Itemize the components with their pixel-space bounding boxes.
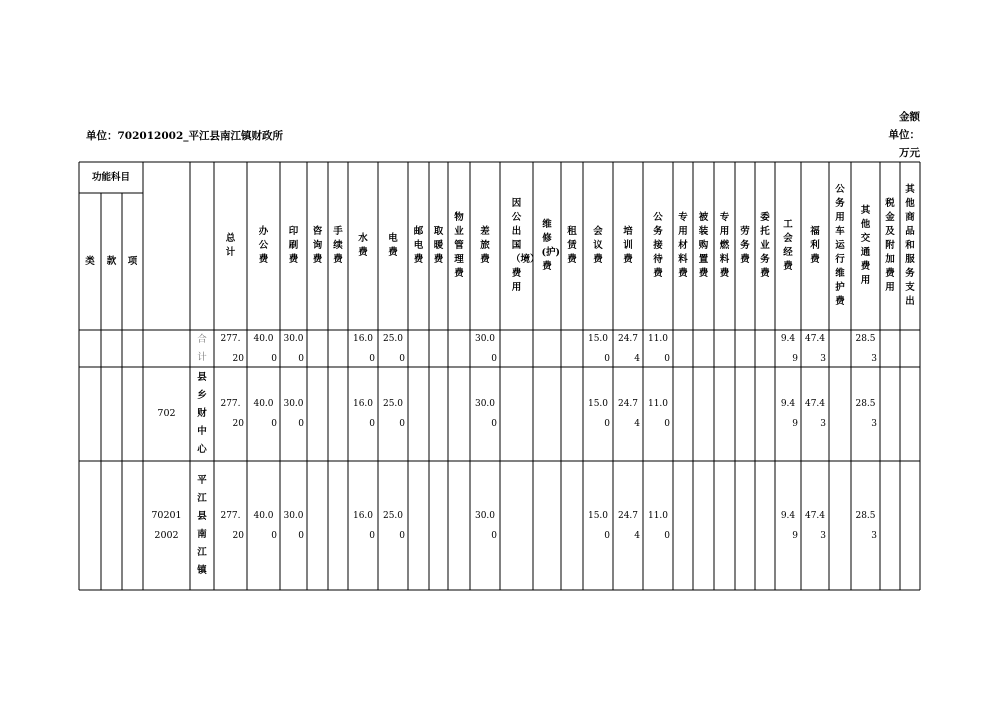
row-1-code [143, 367, 190, 461]
header-travel-label: 差旅费 [480, 226, 490, 265]
row-1-water [348, 367, 378, 461]
row-0-transport-value [854, 329, 877, 369]
row-1-office-part-0: 40.0 [253, 399, 274, 409]
row-2-rent [561, 461, 583, 590]
row-1-post [408, 367, 429, 461]
header-fee [328, 162, 348, 330]
header-name [190, 162, 214, 330]
header-reception [643, 162, 673, 330]
row-2-travel [470, 461, 500, 590]
row-2-welfare [801, 461, 829, 590]
row-2-uniform [693, 461, 714, 590]
header-meeting-label: 会议费 [593, 226, 603, 265]
row-0-union-part-1: 9 [792, 353, 798, 364]
row-2-xiang [122, 461, 143, 590]
row-0-other [900, 330, 920, 367]
row-0-travel-part-1: 0 [491, 353, 497, 364]
row-1-electric-value [381, 394, 405, 434]
row-2-vehicle [829, 461, 851, 590]
row-2-training-value [616, 506, 640, 546]
header-union [775, 162, 801, 330]
row-2-reception [643, 461, 673, 590]
row-2-name [190, 461, 214, 590]
row-1-electric-part-1: 0 [399, 419, 405, 429]
row-2-kuan [101, 461, 122, 590]
row-2-transport-part-0: 28.5 [855, 510, 876, 521]
row-0-total [214, 330, 247, 367]
header-uniform-label: 被装购置费 [698, 212, 709, 279]
row-1-lei [79, 367, 101, 461]
header-fuel [714, 162, 735, 330]
header-xiang-label: 项 [127, 255, 138, 267]
row-0-electric [378, 330, 408, 367]
row-2-transport [851, 461, 880, 590]
header-vehicle-label: 公务用车运行维护费 [835, 184, 845, 307]
row-0-material [673, 330, 693, 367]
row-1-union-part-1: 9 [792, 419, 798, 429]
amount-unit-line-1: 金额 [899, 111, 920, 123]
row-2-reception-value [646, 506, 670, 546]
amount-unit-line-2: 单位： [888, 129, 920, 141]
row-0-property [448, 330, 470, 367]
unit-label: 单位：702012002_平江县南江镇财政所 [86, 130, 284, 142]
header-material-label: 专用材料费 [678, 212, 688, 279]
row-1-fuel [714, 367, 735, 461]
header-post-label: 邮电费 [413, 226, 424, 265]
row-0-transport-part-1: 3 [871, 353, 877, 364]
row-1-office-part-1: 0 [271, 419, 277, 429]
row-2-reception-part-1: 0 [664, 530, 670, 541]
row-1-welfare [801, 367, 829, 461]
row-2-meeting [583, 461, 613, 590]
row-0-print-part-1: 0 [298, 353, 304, 364]
row-2-meeting-value [586, 506, 610, 546]
row-0-rent [561, 330, 583, 367]
row-2-travel-value [473, 506, 497, 546]
row-2-water-value [351, 506, 375, 546]
row-0-welfare-part-0: 47.4 [804, 333, 826, 344]
row-0-lei [79, 330, 101, 367]
row-1-total [214, 367, 247, 461]
header-labor [735, 162, 755, 330]
row-0-reception-value [646, 329, 670, 369]
row-1-meeting-value [586, 394, 610, 434]
header-labor-label: 劳务费 [740, 226, 750, 265]
row-1-meeting [583, 367, 613, 461]
header-material [673, 162, 693, 330]
row-1-abroad [500, 367, 533, 461]
header-abroad-label: 因公出国（境）费用 [511, 198, 540, 293]
row-1-training-part-0: 24.7 [617, 399, 639, 409]
row-1-transport [851, 367, 880, 461]
row-2-labor [735, 461, 755, 590]
row-1-electric-part-0: 25.0 [382, 399, 404, 409]
row-1-welfare-part-1: 3 [820, 419, 826, 429]
header-repair [533, 162, 561, 330]
header-abroad [500, 162, 540, 330]
row-2-training [613, 461, 643, 590]
row-2-electric-part-1: 0 [399, 530, 405, 541]
row-0-name [190, 330, 214, 367]
row-0-name-text: 合计 [197, 333, 207, 363]
row-2-welfare-part-1: 3 [820, 530, 826, 541]
row-1-tax [880, 367, 900, 461]
row-0-vehicle [829, 330, 851, 367]
row-2-office-part-1: 0 [271, 530, 277, 541]
row-1-total-part-0: 277. [220, 399, 241, 409]
row-0-welfare [801, 330, 829, 367]
header-lei [79, 193, 101, 330]
header-tax [880, 162, 900, 330]
row-2-electric-value [381, 506, 405, 546]
row-0-labor [735, 330, 755, 367]
row-1-uniform [693, 367, 714, 461]
row-2-tax [880, 461, 900, 590]
row-1-water-value [351, 394, 375, 434]
row-2-water [348, 461, 378, 590]
row-2-welfare-value [804, 506, 826, 546]
row-1-travel-value [473, 394, 497, 434]
header-vehicle [829, 162, 851, 330]
row-1-union-value [778, 394, 798, 434]
row-2-print-part-0: 30.0 [283, 510, 304, 521]
row-0-xiang [122, 330, 143, 367]
header-training [613, 162, 643, 330]
row-1-reception [643, 367, 673, 461]
row-0-post [408, 330, 429, 367]
header-consult [307, 162, 328, 330]
header-heating-label: 取暖费 [433, 226, 444, 265]
row-1-water-part-1: 0 [369, 419, 375, 429]
row-1-commission [755, 367, 775, 461]
row-2-lei [79, 461, 101, 590]
row-0-meeting-part-0: 15.0 [587, 333, 609, 344]
header-travel [470, 162, 500, 330]
row-2-meeting-part-1: 0 [604, 530, 610, 541]
row-1-other [900, 367, 920, 461]
header-reception-label: 公务接待费 [653, 212, 663, 279]
row-0-water-value [351, 329, 375, 369]
row-2-commission [755, 461, 775, 590]
row-0-commission [755, 330, 775, 367]
row-1-electric [378, 367, 408, 461]
row-0-total-part-0: 277. [220, 333, 241, 344]
row-1-union-part-0: 9.4 [780, 399, 796, 409]
header-property [448, 162, 470, 330]
header-kuan [101, 193, 122, 330]
header-electric-label: 电费 [388, 233, 398, 258]
header-func-group-label: 功能科目 [91, 171, 130, 183]
row-1-total-value [217, 394, 244, 434]
row-0-reception [643, 330, 673, 367]
row-1-name-text: 县乡财中心 [197, 372, 207, 455]
row-0-total-part-1: 20 [232, 353, 244, 364]
row-1-print-part-0: 30.0 [283, 399, 304, 409]
row-0-heating [429, 330, 448, 367]
row-1-fee [328, 367, 348, 461]
row-2-repair [533, 461, 561, 590]
row-0-print-value [283, 329, 304, 369]
row-2-code [143, 461, 190, 590]
row-0-meeting-value [586, 329, 610, 369]
row-0-welfare-value [804, 329, 826, 369]
row-0-office [247, 330, 280, 367]
row-2-office-part-0: 40.0 [253, 510, 274, 521]
row-0-reception-part-1: 0 [664, 353, 670, 364]
row-0-meeting [583, 330, 613, 367]
row-2-reception-part-0: 11.0 [647, 510, 669, 521]
row-2-training-part-0: 24.7 [617, 510, 639, 521]
row-0-travel-value [473, 329, 497, 369]
row-1-training [613, 367, 643, 461]
row-2-water-part-0: 16.0 [352, 510, 374, 521]
row-1-welfare-part-0: 47.4 [804, 399, 826, 409]
row-0-training-part-1: 4 [634, 353, 640, 364]
row-2-property [448, 461, 470, 590]
row-2-print-value [283, 506, 304, 546]
header-union-label: 工会经费 [783, 219, 793, 272]
header-training-label: 培训费 [623, 226, 633, 265]
row-0-abroad [500, 330, 533, 367]
header-print-label: 印刷费 [288, 226, 299, 265]
row-1-welfare-value [804, 394, 826, 434]
header-tax-label: 税金及附加费用 [885, 198, 895, 293]
row-1-reception-part-0: 11.0 [647, 399, 669, 409]
row-1-travel-part-0: 30.0 [474, 399, 496, 409]
row-1-training-value [616, 394, 640, 434]
row-0-reception-part-0: 11.0 [647, 333, 669, 344]
header-office [247, 162, 280, 330]
header-water-label: 水费 [358, 233, 368, 258]
header-commission [755, 162, 775, 330]
row-1-office-value [250, 394, 277, 434]
row-2-code-text: 702012002 [151, 509, 182, 541]
header-transport-label: 其他交通费用 [860, 205, 871, 286]
header-property-label: 物业管理费 [454, 212, 464, 279]
row-0-electric-part-0: 25.0 [382, 333, 404, 344]
row-0-fee [328, 330, 348, 367]
header-total-label: 总计 [225, 233, 236, 258]
row-2-union-part-0: 9.4 [780, 510, 796, 521]
row-1-labor [735, 367, 755, 461]
header-commission-label: 委托业务费 [760, 212, 770, 279]
row-0-office-part-1: 0 [271, 353, 277, 364]
header-print [280, 162, 307, 330]
row-0-training [613, 330, 643, 367]
row-2-other [900, 461, 920, 590]
header-kuan-label: 款 [106, 255, 117, 267]
row-2-union-part-1: 9 [792, 530, 798, 541]
row-0-water-part-0: 16.0 [352, 333, 374, 344]
row-2-transport-value [854, 506, 877, 546]
row-0-print [280, 330, 307, 367]
row-0-transport [851, 330, 880, 367]
header-post [408, 162, 429, 330]
row-1-property [448, 367, 470, 461]
header-fuel-label: 专用燃料费 [719, 212, 730, 279]
row-1-meeting-part-1: 0 [604, 419, 610, 429]
header-total [214, 162, 247, 330]
row-1-material [673, 367, 693, 461]
row-0-union-value [778, 329, 798, 369]
row-2-electric-part-0: 25.0 [382, 510, 404, 521]
row-2-meeting-part-0: 15.0 [587, 510, 609, 521]
row-1-code-text: 702 [157, 408, 176, 419]
row-0-meeting-part-1: 0 [604, 353, 610, 364]
row-1-repair [533, 367, 561, 461]
row-1-training-part-1: 4 [634, 419, 640, 429]
row-2-union-value [778, 506, 798, 546]
row-0-water-part-1: 0 [369, 353, 375, 364]
row-1-reception-value [646, 394, 670, 434]
row-1-transport-part-0: 28.5 [855, 399, 876, 409]
row-0-water [348, 330, 378, 367]
row-0-office-value [250, 329, 277, 369]
row-2-office [247, 461, 280, 590]
header-code [143, 162, 190, 330]
row-1-kuan [101, 367, 122, 461]
row-0-kuan [101, 330, 122, 367]
row-2-total-part-0: 277. [220, 510, 241, 521]
amount-unit-line-3: 万元 [899, 147, 920, 159]
row-1-print [280, 367, 307, 461]
row-1-transport-part-1: 3 [871, 419, 877, 429]
row-1-travel-part-1: 0 [491, 419, 497, 429]
row-0-travel-part-0: 30.0 [474, 333, 496, 344]
row-0-consult [307, 330, 328, 367]
row-2-print-part-1: 0 [298, 530, 304, 541]
row-1-heating [429, 367, 448, 461]
header-electric [378, 162, 408, 330]
row-2-travel-part-0: 30.0 [474, 510, 496, 521]
row-2-water-part-1: 0 [369, 530, 375, 541]
row-0-union [775, 330, 801, 367]
row-1-consult [307, 367, 328, 461]
row-1-transport-value [854, 394, 877, 434]
header-other-label: 其他商品和服务支出 [905, 184, 915, 307]
row-2-post [408, 461, 429, 590]
row-0-union-part-0: 9.4 [780, 333, 796, 344]
row-1-rent [561, 367, 583, 461]
header-meeting [583, 162, 613, 330]
row-2-welfare-part-0: 47.4 [804, 510, 826, 521]
row-2-union [775, 461, 801, 590]
row-0-transport-part-0: 28.5 [855, 333, 876, 344]
row-2-name-text: 平江县南江镇 [197, 474, 207, 576]
row-0-electric-part-1: 0 [399, 353, 405, 364]
header-office-label: 办公费 [258, 226, 269, 265]
row-0-welfare-part-1: 3 [820, 353, 826, 364]
header-welfare-label: 福利费 [810, 226, 820, 265]
row-0-electric-value [381, 329, 405, 369]
row-0-office-part-0: 40.0 [253, 333, 274, 344]
row-1-print-value [283, 394, 304, 434]
row-0-code [143, 330, 190, 367]
row-1-xiang [122, 367, 143, 461]
row-2-total [214, 461, 247, 590]
header-water [348, 162, 378, 330]
row-0-print-part-0: 30.0 [283, 333, 304, 344]
row-2-print [280, 461, 307, 590]
row-2-total-value [217, 506, 244, 546]
header-fee-label: 手续费 [333, 226, 343, 265]
row-2-fee [328, 461, 348, 590]
header-rent-label: 租赁费 [567, 226, 577, 265]
row-1-vehicle [829, 367, 851, 461]
header-heating [429, 162, 448, 330]
row-0-fuel [714, 330, 735, 367]
header-uniform [693, 162, 714, 330]
row-1-total-part-1: 20 [232, 419, 244, 429]
row-2-total-part-1: 20 [232, 530, 244, 541]
row-2-training-part-1: 4 [634, 530, 640, 541]
row-0-tax [880, 330, 900, 367]
row-0-travel [470, 330, 500, 367]
row-0-uniform [693, 330, 714, 367]
row-2-consult [307, 461, 328, 590]
row-1-print-part-1: 0 [298, 419, 304, 429]
row-1-travel [470, 367, 500, 461]
row-2-travel-part-1: 0 [491, 530, 497, 541]
row-2-material [673, 461, 693, 590]
row-0-training-value [616, 329, 640, 369]
row-2-fuel [714, 461, 735, 590]
header-transport [851, 162, 880, 330]
row-2-electric [378, 461, 408, 590]
row-2-heating [429, 461, 448, 590]
header-xiang [122, 193, 143, 330]
header-other [900, 162, 920, 330]
header-consult-label: 咨询费 [312, 226, 323, 265]
row-2-transport-part-1: 3 [871, 530, 877, 541]
row-1-union [775, 367, 801, 461]
header-func-group [79, 162, 143, 193]
row-1-reception-part-1: 0 [664, 419, 670, 429]
row-1-water-part-0: 16.0 [352, 399, 374, 409]
header-rent [561, 162, 583, 330]
header-repair-label: 维修(护)费 [541, 219, 560, 272]
row-2-office-value [250, 506, 277, 546]
header-lei-label: 类 [85, 255, 95, 267]
row-1-name [190, 367, 214, 461]
row-0-repair [533, 330, 561, 367]
header-welfare [801, 162, 829, 330]
row-0-training-part-0: 24.7 [617, 333, 639, 344]
row-0-total-value [217, 329, 244, 369]
row-1-office [247, 367, 280, 461]
row-2-abroad [500, 461, 533, 590]
row-1-meeting-part-0: 15.0 [587, 399, 609, 409]
